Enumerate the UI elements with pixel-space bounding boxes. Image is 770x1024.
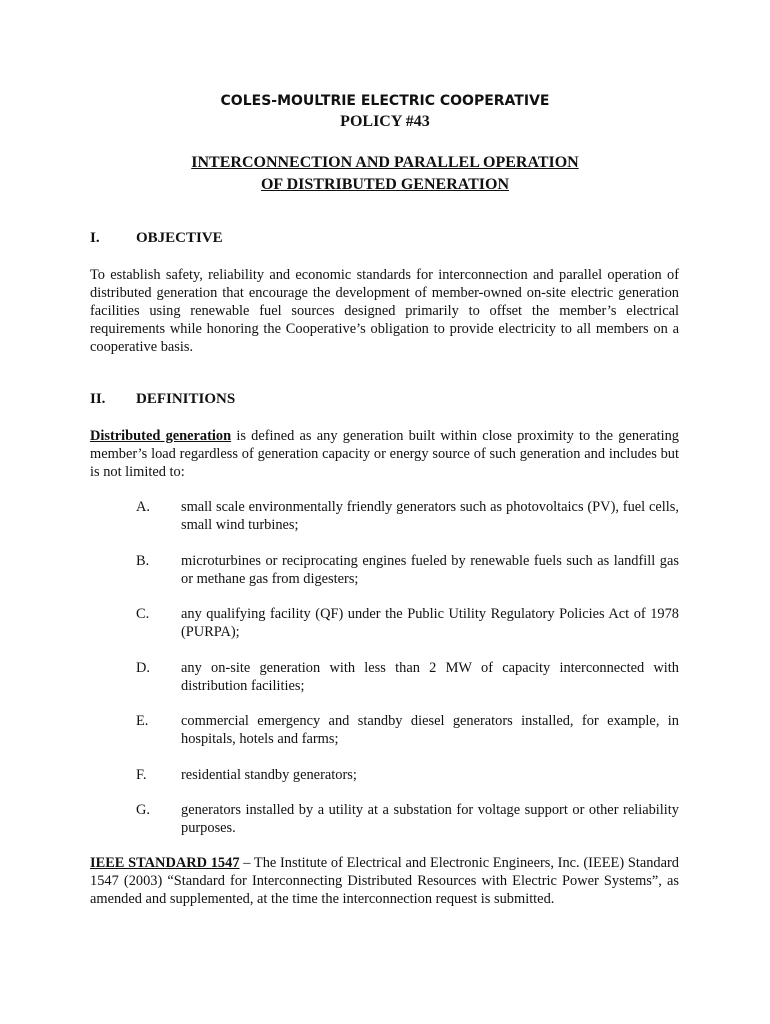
list-item-text: residential standby generators; (181, 767, 357, 783)
objective-paragraph: To establish safety, reliability and economic standards for interconnection and parallel operation of distributed generation that encourage the development of member-owned on-site electric generation facilities using renewable fuel sources designed primarily to offset the member’s electrical requirements while honoring the Cooperative’s obligation to provide electricity to all members on a cooperative basis. (90, 267, 679, 355)
section-definitions-heading (90, 391, 235, 408)
list-item-text: generators installed by a utility at a substation for voltage support or other reliability purposes. (181, 802, 679, 836)
definition-ieee-standard (90, 854, 679, 908)
definition-text: is defined as any generation built within close proximity to the generating member’s load regardless of generation capacity or energy source of such generation and includes but is not limited to: (90, 428, 679, 480)
list-item-text: small scale environmentally friendly generators such as photovoltaics (PV), fuel cells, small wind turbines; (181, 499, 679, 533)
definition-distributed-generation (90, 427, 679, 481)
list-item-letter: F. (136, 767, 147, 783)
list-item-letter: E. (136, 713, 149, 729)
document-title-line-2: OF DISTRIBUTED GENERATION (260, 176, 510, 193)
section-number: II. (90, 391, 106, 407)
list-item-letter: A. (136, 499, 150, 515)
section-title: OBJECTIVE (136, 230, 223, 246)
organization-name: COLES-MOULTRIE ELECTRIC COOPERATIVE (220, 93, 550, 109)
list-item-text: any qualifying facility (QF) under the Public Utility Regulatory Policies Act of 1978 (PURPA); (181, 606, 679, 640)
list-item-text: any on-site generation with less than 2 MW of capacity interconnected with distribution facilities; (181, 660, 679, 694)
defined-term: IEEE STANDARD 1547 (90, 855, 240, 871)
section-number: I. (90, 230, 100, 246)
section-title: DEFINITIONS (136, 391, 236, 407)
section-objective-heading (90, 230, 223, 247)
list-item-text: microturbines or reciprocating engines fueled by renewable fuels such as landfill gas or methane gas from digesters; (181, 553, 679, 587)
definition-text: – The Institute of Electrical and Electronic Engineers, Inc. (IEEE) Standard 1547 (2003) “Standard for Interconnecting Distributed Resources with Electric Power Systems”, as amended and supplemented, at the time the interconnection request is submitted. (90, 855, 679, 907)
defined-term: Distributed generation (90, 428, 232, 444)
list-item-letter: C. (136, 606, 150, 622)
list-item-letter: G. (136, 802, 150, 818)
policy-number: POLICY #43 (340, 113, 430, 130)
list-item-text: commercial emergency and standby diesel generators installed, for example, in hospitals, hotels and farms; (181, 713, 679, 747)
list-item-letter: B. (136, 553, 150, 569)
document-title-line-1: INTERCONNECTION AND PARALLEL OPERATION (191, 154, 579, 171)
list-item-letter: D. (136, 660, 150, 676)
